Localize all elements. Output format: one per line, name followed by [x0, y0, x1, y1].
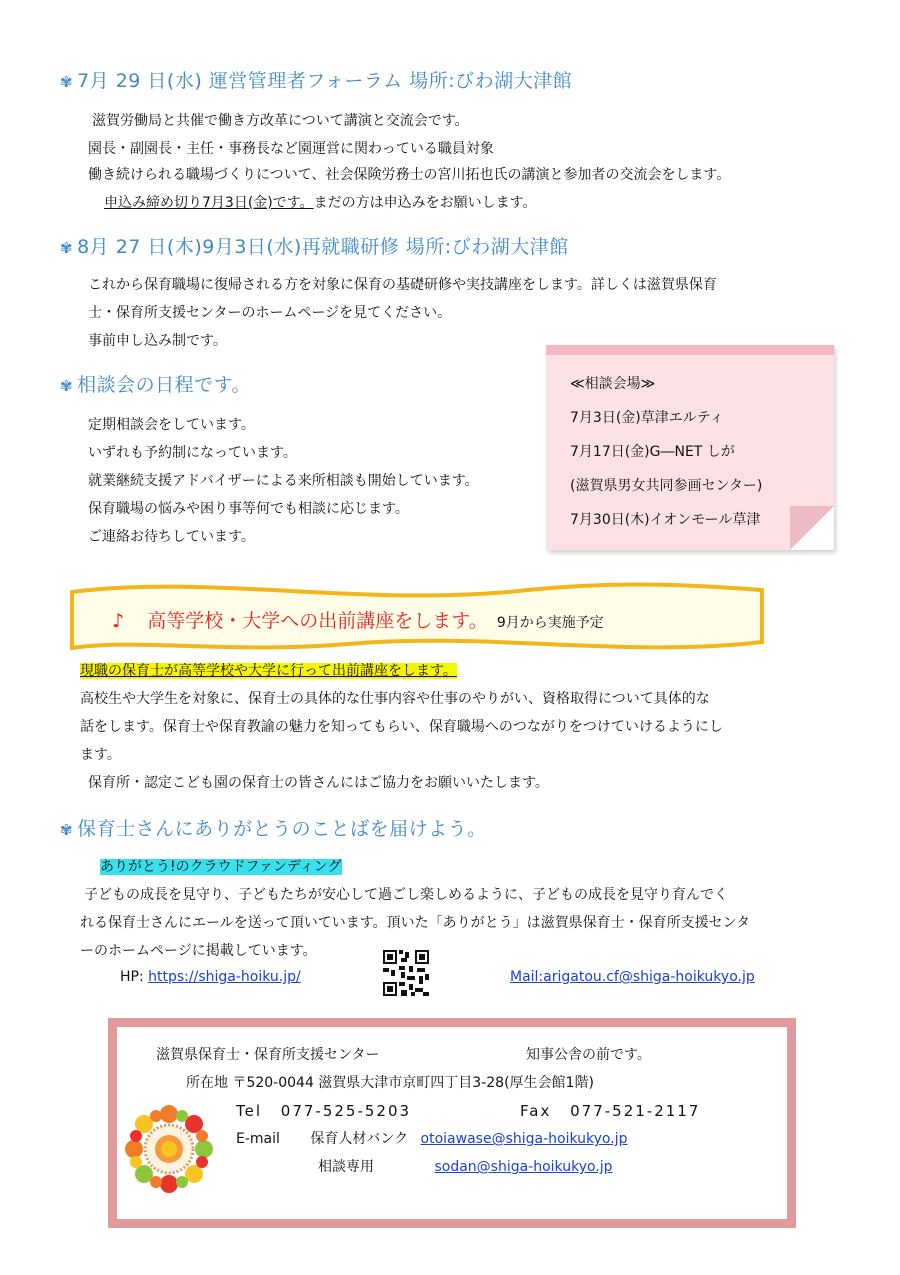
forum-deadline	[104, 192, 537, 214]
thanks-line-3: ーのホームページに掲載しています。	[80, 943, 317, 959]
training-line-3: 事前申し込み制です。	[88, 333, 227, 349]
footer-fax: Fax 077-521-2117	[520, 1102, 701, 1120]
banner	[112, 606, 604, 633]
flower-icon: ✾	[60, 239, 74, 257]
venue-item: (滋賀県男女共同参画センター)	[570, 478, 763, 494]
hp-label: HP:	[120, 969, 144, 985]
venue-item: 7月3日(金)草津エルティ	[570, 410, 724, 426]
consult-line-5: ご連絡お待ちしています。	[88, 529, 255, 545]
footer-consult-row	[318, 1156, 613, 1178]
thanks-heading: ✾ 保育士さんにありがとうのことばを届けよう。	[60, 818, 487, 840]
outreach-line-4: 保育所・認定こども園の保育士の皆さんにはご協力をお願いいたします。	[88, 775, 549, 791]
flower-icon: ✾	[60, 821, 74, 839]
venues-title: ≪相談会場≫	[570, 376, 656, 392]
thanks-line-2: れる保育士さんにエールを送って頂いています。頂いた「ありがとう」は滋賀県保育士・保育所支援センタ	[80, 915, 751, 931]
consult-line-4: 保育職場の悩みや困り事等何でも相談に応じます。	[88, 501, 409, 517]
forum-line-3: 働き続けられる職場づくりについて、社会保険労務士の宮川拓也氏の講演と参加者の交流会をします。	[88, 167, 731, 183]
banner-main-text: 高等学校・大学への出前講座をします。	[147, 610, 488, 632]
hp-row	[120, 966, 301, 988]
bank-email-link[interactable]: otoiawase@shiga-hoikukyo.jp	[420, 1131, 628, 1147]
consult-line-2: いずれも予約制になっています。	[88, 445, 297, 461]
crowdfunding-label: ありがとう!のクラウドファンディング	[100, 859, 342, 875]
footer-location-note: 知事公舎の前です。	[526, 1047, 651, 1063]
forum-heading: ✾ 7月 29 日(水) 運営管理者フォーラム 場所:びわ湖大津館	[60, 70, 573, 92]
forum-deadline-rest: まだの方は申込みをお願いします。	[313, 195, 537, 211]
footer-email-row	[236, 1128, 627, 1150]
venue-item: 7月17日(金)G―NET しが	[570, 444, 735, 460]
outreach-highlight: 現職の保育士が高等学校や大学に行って出前講座をします。	[80, 663, 457, 679]
bank-label: 保育人材バンク	[310, 1131, 409, 1147]
forum-line-2: 園長・副園長・主任・事務長など園運営に関わっている職員対象	[88, 141, 494, 157]
consult-label: 相談専用	[318, 1159, 374, 1175]
outreach-line-2: 話をします。保育士や保育教諭の魅力を知ってもらい、保育職場へのつながりをつけていけるようにし	[80, 719, 723, 735]
training-line-2: 士・保育所支援センターのホームページを見てください。	[88, 305, 452, 321]
consult-line-3: 就業継続支援アドバイザーによる来所相談も開始しています。	[88, 473, 479, 489]
qr-code-icon	[383, 950, 429, 996]
forum-line-1: 滋賀労働局と共催で働き方改革について講演と交流会です。	[92, 113, 469, 129]
flower-wreath-logo	[124, 1104, 214, 1194]
mail-row	[510, 966, 755, 988]
flower-icon: ✾	[60, 73, 74, 91]
flower-icon: ✾	[60, 377, 74, 395]
music-note-icon: ♪	[112, 610, 125, 632]
venue-item: 7月30日(木)イオンモール草津	[570, 512, 761, 528]
training-line-1: これから保育職場に復帰される方を対象に保育の基礎研修や実技講座をします。詳しくは滋賀県保育	[88, 277, 717, 293]
thanks-line-1: 子どもの成長を見守り、子どもたちが安心して過ごし楽しめるように、子どもの成長を見守り育んでく	[84, 887, 728, 903]
forum-deadline-date: 申込み締め切り7月3日(金)です。	[104, 195, 314, 211]
footer-address: 所在地 〒520-0044 滋賀県大津市京町四丁目3-28(厚生会館1階)	[186, 1075, 594, 1091]
footer-tel: Tel 077-525-5203	[236, 1102, 412, 1120]
footer-org: 滋賀県保育士・保育所支援センター	[156, 1047, 380, 1063]
consult-email-link[interactable]: sodan@shiga-hoikukyo.jp	[434, 1159, 613, 1175]
consult-heading: ✾ 相談会の日程です。	[60, 374, 252, 396]
mail-link[interactable]: Mail:arigatou.cf@shiga-hoikukyo.jp	[510, 969, 755, 985]
consult-line-1: 定期相談会をしています。	[88, 417, 255, 433]
email-label: E-mail	[236, 1131, 280, 1147]
outreach-line-3: ます。	[80, 747, 121, 763]
training-heading: ✾ 8月 27 日(木)9月3日(水)再就職研修 場所:びわ湖大津館	[60, 236, 569, 258]
outreach-line-1: 高校生や大学生を対象に、保育士の具体的な仕事内容や仕事のやりがい、資格取得について具体的な	[80, 691, 710, 707]
hp-link[interactable]: https://shiga-hoiku.jp/	[148, 969, 301, 985]
page-curl	[790, 506, 834, 550]
banner-sub-text: 9月から実施予定	[496, 615, 604, 631]
venues-note	[546, 345, 834, 550]
